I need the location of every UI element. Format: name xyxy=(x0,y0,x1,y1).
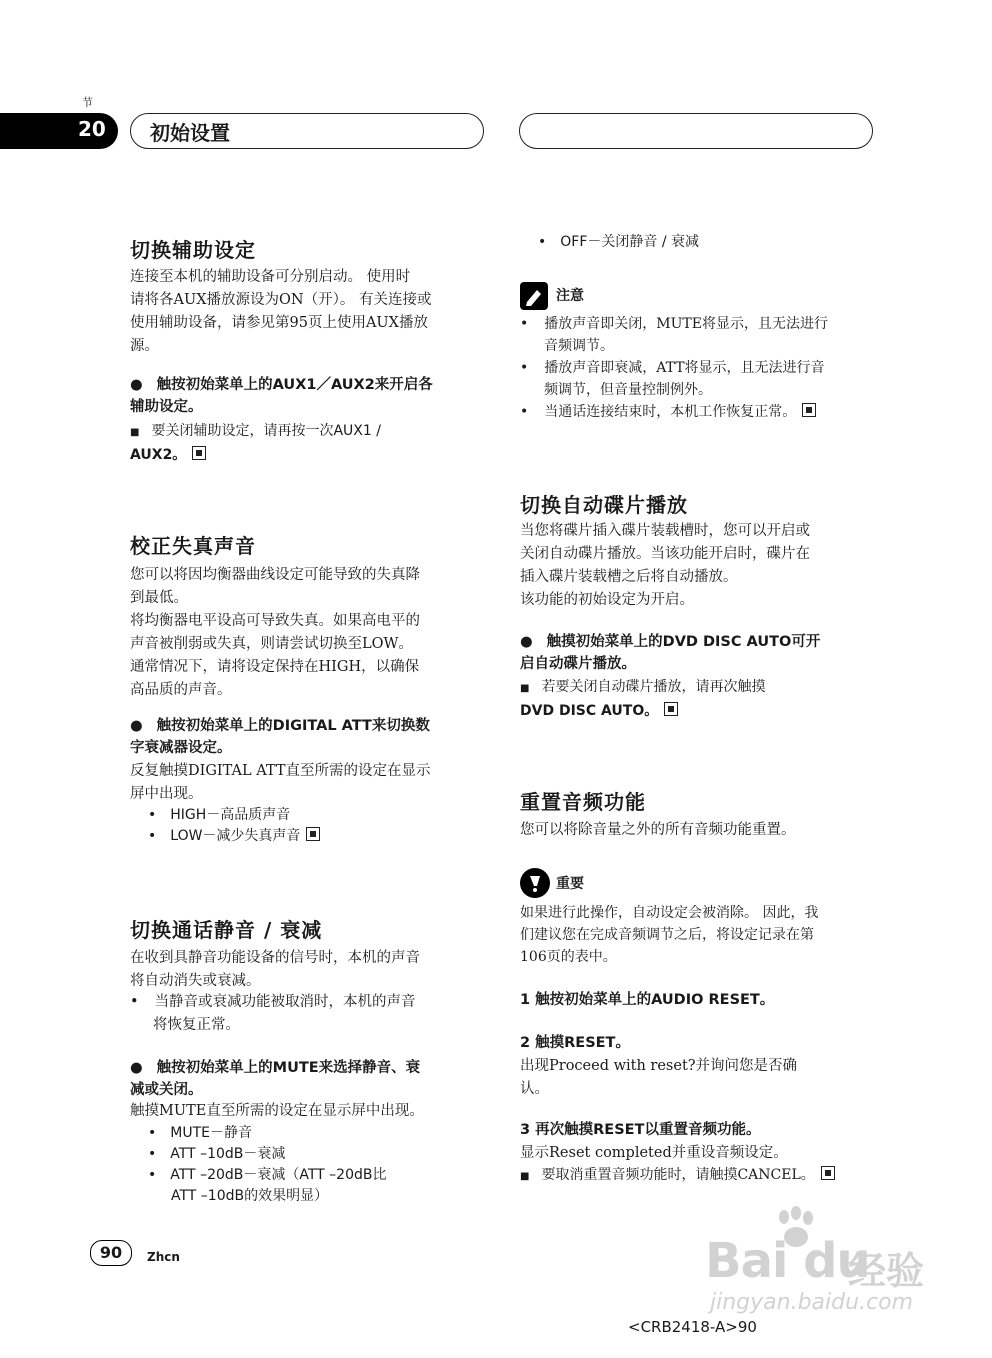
disc-paragraph: 当您将碟片插入碟片装载槽时，您可以开启或 关闭自动碟片播放。当该功能开启时，碟片在 插入碟片装载槽之后将自动播放。 该功能的初始设定为开启。 xyxy=(520,523,810,608)
list-item: • ATT –20dB－衰减（ATT –20dB比 xyxy=(148,1165,488,1186)
aux-heading: 切换辅助设定 xyxy=(130,238,256,262)
bullet-icon xyxy=(130,1060,143,1076)
reset-step-2: 2 触摸RESET。 xyxy=(520,1035,630,1051)
watermark-chinese: 经验 xyxy=(848,1249,925,1293)
distortion-paragraph: 您可以将因均衡器曲线设定可能导致的失真降 到最低。 将均衡器电平设高可导致失真。如果高电平的 声音被削弱或失真，则请尝试切换至LOW。 通常情况下，请将设定保持在HIGH，以确保 高品质的声音。 xyxy=(130,567,420,698)
important-label: 重要 xyxy=(556,876,584,892)
reset-heading: 重置音频功能 xyxy=(520,790,646,814)
end-mark-icon xyxy=(664,702,678,716)
disc-heading: 切换自动碟片播放 xyxy=(520,493,688,517)
mute-heading: 切换通话静音 / 衰减 xyxy=(130,918,323,942)
end-mark-icon xyxy=(192,446,206,460)
mute-options xyxy=(148,1123,488,1207)
mute-paragraph-2: 触摸MUTE直至所需的设定在显示屏中出现。 xyxy=(130,1103,424,1119)
bullet-icon xyxy=(130,718,143,734)
list-item: • ATT –10dB－衰减 xyxy=(148,1144,488,1165)
reset-step-1: 1 触按初始菜单上的AUDIO RESET。 xyxy=(520,992,775,1008)
reset-step-3-text: 显示Reset completed并重设音频设定。 xyxy=(520,1145,788,1161)
square-bullet-icon xyxy=(520,679,529,695)
bullet-icon xyxy=(130,377,143,393)
list-item: ATT –10dB的效果明显） xyxy=(171,1188,329,1204)
mute-paragraph: 在收到具静音功能设备的信号时，本机的声音 将自动消失或衰减。 xyxy=(130,950,420,989)
off-bullet: • OFF－关闭静音 / 衰减 xyxy=(538,232,878,253)
important-icon xyxy=(520,868,550,898)
section-number: 20 xyxy=(78,117,106,141)
language-code: Zhcn xyxy=(147,1250,180,1264)
document-code: <CRB2418-A>90 xyxy=(628,1318,757,1336)
distortion-heading: 校正失真声音 xyxy=(130,534,256,558)
note-label: 注意 xyxy=(556,288,584,304)
list-item: • 当通话连接结束时，本机工作恢复正常。 xyxy=(520,401,880,423)
aux-paragraph: 连接至本机的辅助设备可分别启动。 使用时 请将各AUX播放源设为ON（开）。 有关连接或 使用辅助设备，请参见第95页上使用AUX播放 源。 xyxy=(130,269,432,354)
list-item: • 播放声音即衰减，ATT将显示，且无法进行音 xyxy=(520,357,880,379)
square-bullet-icon xyxy=(130,423,139,439)
list-item: • 播放声音即关闭，MUTE将显示，且无法进行 xyxy=(520,313,880,335)
end-mark-icon xyxy=(306,827,320,841)
section-label: 节 xyxy=(82,96,93,109)
aux-step: ● 触按初始菜单上的AUX1／AUX2来开启各 辅助设定。 xyxy=(130,374,500,418)
page-number: 90 xyxy=(90,1240,132,1266)
page-title: 初始设置 xyxy=(150,121,230,145)
distortion-options xyxy=(148,805,488,847)
notes-list: • 播放声音即关闭，MUTE将显示，且无法进行 音频调节。 • 播放声音即衰减，ATT将显示，且无法进行音 频调节，但音量控制例外。 • 当通话连接结束时，本机工作恢复正常。 xyxy=(520,313,880,423)
watermark-logo: Bai du xyxy=(705,1233,870,1289)
watermark-url: jingyan.baidu.com xyxy=(710,1290,914,1315)
reset-step-2-text: 出现Proceed with reset?并询问您是否确 认。 xyxy=(520,1058,798,1097)
mute-bullet: • 当静音或衰减功能被取消时，本机的声音 将恢复正常。 xyxy=(130,991,500,1037)
reset-sub-note: ■ 要取消重置音频功能时，请触摸CANCEL。 xyxy=(520,1164,890,1188)
note-icon xyxy=(520,282,548,310)
disc-step: ● 触摸初始菜单上的DVD DISC AUTO可开 启自动碟片播放。 xyxy=(520,631,890,675)
important-text: 如果进行此操作，自动设定会被消除。 因此，我 们建议您在完成音频调节之后，将设定记录在第 106页的表中。 xyxy=(520,905,819,965)
aux-sub-note: ■ 要关闭辅助设定，请再按一次AUX1 / AUX2。 xyxy=(130,420,500,466)
bullet-icon xyxy=(520,634,533,650)
reset-step-3: 3 再次触摸RESET以重置音频功能。 xyxy=(520,1122,761,1138)
square-bullet-icon xyxy=(520,1167,529,1183)
disc-sub-note: ■ 若要关闭自动碟片播放，请再次触摸 DVD DISC AUTO。 xyxy=(520,676,890,722)
mute-step: ● 触按初始菜单上的MUTE来选择静音、衰 减或关闭。 xyxy=(130,1057,500,1101)
list-item: • MUTE－静音 xyxy=(148,1123,488,1144)
right-header-frame xyxy=(519,113,873,149)
list-item: • LOW－减少失真声音 xyxy=(148,826,488,847)
reset-paragraph: 您可以将除音量之外的所有音频功能重置。 xyxy=(520,822,796,838)
distortion-paragraph-2: 反复触摸DIGITAL ATT直至所需的设定在显示 屏中出现。 xyxy=(130,763,431,802)
distortion-step: ● 触按初始菜单上的DIGITAL ATT来切换数 字衰减器设定。 xyxy=(130,715,500,759)
list-item: • HIGH－高品质声音 xyxy=(148,805,488,826)
end-mark-icon xyxy=(821,1166,835,1180)
end-mark-icon xyxy=(802,403,816,417)
